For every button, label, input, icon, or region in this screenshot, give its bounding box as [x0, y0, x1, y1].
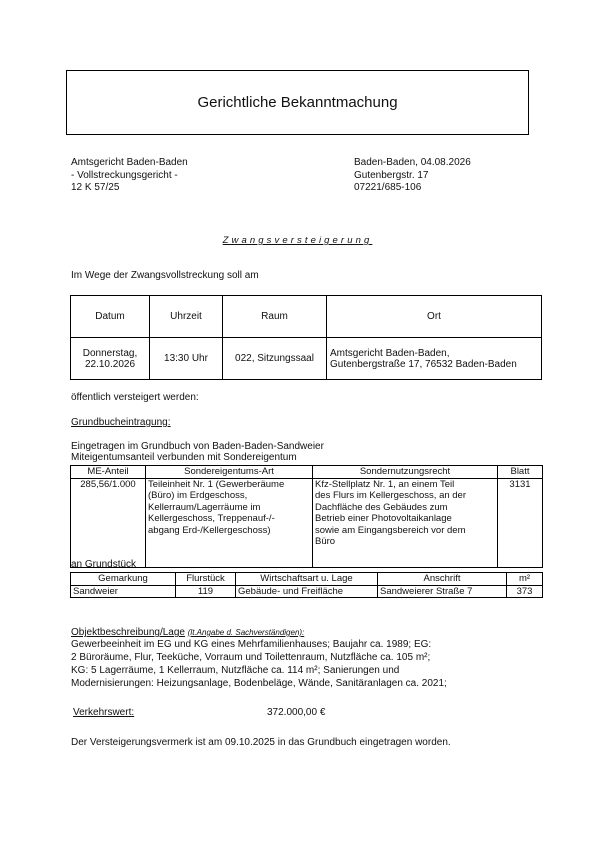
page-title: Gerichtliche Bekanntmachung — [197, 94, 398, 111]
cell-uhrzeit: 13:30 Uhr — [150, 338, 223, 380]
objekt-line-2: 2 Büroräume, Flur, Teeküche, Vorraum und Toilettenraum, Nutzfläche ca. 105 m²; — [71, 652, 431, 663]
grundbuch-line-1: Eingetragen im Grundbuch von Baden-Baden-Sandweier — [71, 441, 324, 452]
art-line: abgang Erd-/Kellergeschoss) — [148, 524, 271, 536]
court-department: - Vollstreckungsgericht - — [71, 170, 178, 181]
header-sondereigentum: Sondereigentums-Art — [146, 466, 313, 479]
objekt-line-3: KG: 5 Lagerräume, 1 Kellerraum, Nutzfläche ca. 114 m²; Sanierungen und — [71, 665, 400, 676]
cell-raum: 022, Sitzungssaal — [223, 338, 327, 380]
cell-gemarkung: Sandweier — [71, 585, 176, 598]
grundbuch-label: Grundbucheintragung: — [71, 417, 171, 428]
verkehrswert-label: Verkehrswert: — [73, 707, 135, 718]
cell-sondereigentum — [146, 478, 313, 567]
art-line: (Büro) im Erdgeschoss, — [148, 490, 248, 501]
objekt-note: (lt.Angabe d. Sachverständigen): — [187, 628, 305, 637]
section-heading: Zwangsversteigerung — [222, 235, 373, 246]
court-name: Amtsgericht Baden-Baden — [71, 157, 188, 168]
recht-line: Kfz-Stellplatz Nr. 1, an einem Teil — [315, 478, 455, 490]
recht-line: Büro — [315, 536, 336, 547]
versteigert-text: öffentlich versteigert werden: — [71, 392, 199, 403]
header-blatt: Blatt — [498, 466, 543, 479]
header-me-anteil: ME-Anteil — [71, 466, 146, 479]
grundstueck-label: an Grundstück — [71, 559, 137, 570]
ort-line-1: Amtsgericht Baden-Baden, — [330, 347, 450, 359]
objekt-heading — [71, 627, 304, 639]
auction-date-table — [70, 295, 542, 380]
datum-weekday: Donnerstag, — [82, 347, 138, 359]
header-uhrzeit: Uhrzeit — [150, 296, 223, 338]
objekt-line-1: Gewerbeeinheit im EG und KG eines Mehrfamilienhauses; Baujahr ca. 1989; EG: — [71, 639, 432, 650]
header-anschrift: Anschrift — [378, 573, 507, 586]
header-datum: Datum — [71, 296, 150, 338]
header-m2: m² — [507, 573, 543, 586]
grundbuch-table — [70, 465, 543, 568]
header-flurstueck: Flurstück — [176, 573, 236, 586]
cell-datum — [71, 338, 150, 380]
cell-me-anteil: 285,56/1.000 — [71, 478, 146, 567]
cell-sondernutzung — [313, 478, 498, 567]
vermerk-text: Der Versteigerungsvermerk ist am 09.10.2025 in das Grundbuch eingetragen worden. — [71, 737, 451, 748]
court-street: Gutenbergstr. 17 — [354, 170, 429, 181]
place-date: Baden-Baden, 04.08.2026 — [354, 157, 471, 168]
grundstueck-table — [70, 572, 543, 598]
recht-line: des Flurs im Kellergeschoss, an der — [315, 490, 467, 501]
cell-blatt: 3131 — [498, 478, 543, 567]
ort-line-2: Gutenbergstraße 17, 76532 Baden-Baden — [330, 358, 517, 370]
cell-m2: 373 — [507, 585, 543, 598]
recht-line: Dachfläche des Gebäudes zum — [315, 501, 448, 513]
objekt-line-4: Modernisierungen: Heizungsanlage, Bodenbeläge, Wände, Sanitäranlagen ca. 2021; — [71, 678, 447, 689]
case-number: 12 K 57/25 — [71, 182, 120, 193]
datum-date: 22.10.2026 — [84, 358, 136, 370]
header-raum: Raum — [223, 296, 327, 338]
art-line: Kellerraum/Lagerräume im — [148, 501, 261, 513]
header-sondernutzung: Sondernutzungsrecht — [313, 466, 498, 479]
header-wirtschaftsart: Wirtschaftsart u. Lage — [236, 573, 378, 586]
grundbuch-line-2: Miteigentumsanteil verbunden mit Sondereigentum — [71, 452, 297, 463]
header-ort: Ort — [327, 296, 542, 338]
recht-line: sowie am Eingangsbereich vor dem — [315, 524, 466, 536]
cell-flurstueck: 119 — [176, 585, 236, 598]
cell-wirtschaftsart: Gebäude- und Freifläche — [236, 585, 378, 598]
cell-ort — [327, 338, 542, 380]
objekt-label: Objektbeschreibung/Lage — [71, 627, 185, 638]
art-line: Kellergeschoss, Treppenauf-/- — [148, 513, 275, 524]
header-gemarkung: Gemarkung — [71, 573, 176, 586]
cell-anschrift: Sandweierer Straße 7 — [378, 585, 507, 598]
intro-text: Im Wege der Zwangsvollstreckung soll am — [71, 270, 259, 281]
recht-line: Betrieb einer Photovoltaikanlage — [315, 513, 452, 524]
title-box — [66, 70, 529, 135]
court-phone: 07221/685-106 — [354, 182, 422, 193]
verkehrswert-value: 372.000,00 € — [267, 707, 326, 718]
art-line: Teileinheit Nr. 1 (Gewerberäume — [148, 478, 285, 490]
